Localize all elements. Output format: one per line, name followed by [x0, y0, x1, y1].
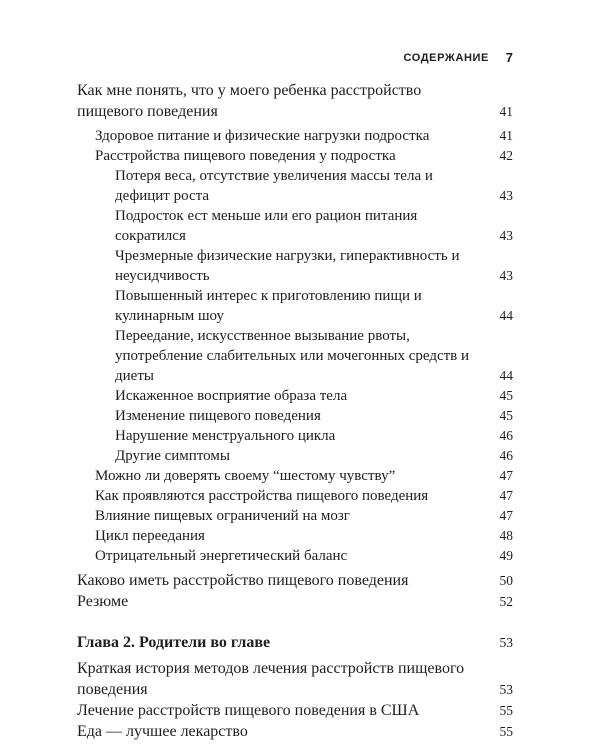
toc-entry-page: 55	[499, 724, 513, 739]
toc-entry	[0, 80, 600, 122]
toc-entry-page: 47	[499, 468, 513, 483]
toc-entry-title: Лечение расстройств пищевого поведения в США	[77, 702, 420, 719]
toc-entry-title: Отрицательный энергетический баланс	[95, 548, 348, 564]
toc-entry-title: Переедание, искусственное вызывание рвоты, употребление слабительных или мочегонных средств и диеты	[115, 328, 470, 384]
toc-entry	[0, 206, 600, 246]
table-of-contents	[0, 80, 600, 742]
chapter-page: 53	[499, 635, 513, 650]
toc-entry-page: 44	[499, 368, 513, 383]
page-header	[0, 48, 600, 68]
toc-entry-page: 50	[499, 573, 513, 588]
toc-entry	[0, 166, 600, 206]
toc-entry-title: Расстройства пищевого поведения у подростка	[95, 148, 396, 164]
toc-entry	[0, 126, 600, 146]
toc-entry-page: 47	[499, 508, 513, 523]
toc-entry-title: Искаженное восприятие образа тела	[115, 388, 348, 404]
toc-entry-page: 43	[499, 228, 513, 243]
toc-entry	[0, 526, 600, 546]
chapter-title: Глава 2. Родители во главе	[77, 634, 271, 651]
toc-entry-page: 43	[499, 268, 513, 283]
toc-entry-title: Здоровое питание и физические нагрузки подростка	[95, 128, 430, 144]
toc-entry-title: Подросток ест меньше или его рацион питания сократился	[115, 208, 418, 244]
toc-entry-page: 46	[499, 448, 513, 463]
toc-entry	[0, 700, 600, 721]
toc-entry-page: 41	[499, 104, 513, 119]
toc-entry	[0, 446, 600, 466]
toc-entry	[0, 486, 600, 506]
toc-entry	[0, 466, 600, 486]
toc-entry-page: 55	[499, 703, 513, 718]
toc-entry-page: 53	[499, 682, 513, 697]
toc-entry	[0, 546, 600, 566]
toc-entry-title: Еда — лучшее лекарство	[77, 723, 248, 740]
toc-entry-title: Резюме	[77, 593, 129, 610]
toc-entry	[0, 386, 600, 406]
toc-entry	[0, 286, 600, 326]
toc-entry-page: 48	[499, 528, 513, 543]
toc-entry-page: 44	[499, 308, 513, 323]
toc-entry-title: Чрезмерные физические нагрузки, гиперактивность и неусидчивость	[115, 248, 460, 284]
toc-entry	[0, 721, 600, 742]
toc-entry-title: Другие симптомы	[115, 448, 230, 464]
toc-entry-title: Нарушение менструального цикла	[115, 428, 336, 444]
toc-entry-page: 52	[499, 594, 513, 609]
toc-entry-title: Как мне понять, что у моего ребенка расстройство пищевого поведения	[77, 82, 422, 120]
page-number: 7	[505, 50, 513, 65]
toc-entry-title: Потеря веса, отсутствие увеличения массы тела и дефицит роста	[115, 168, 433, 204]
toc-entry-page: 46	[499, 428, 513, 443]
toc-entry-title: Изменение пищевого поведения	[115, 408, 321, 424]
toc-entry-page: 45	[499, 408, 513, 423]
toc-entry-title: Цикл переедания	[95, 528, 205, 544]
toc-entry-title: Как проявляются расстройства пищевого поведения	[95, 488, 429, 504]
toc-entry	[0, 591, 600, 612]
toc-entry	[0, 146, 600, 166]
toc-entry	[0, 246, 600, 286]
toc-entry-page: 45	[499, 388, 513, 403]
toc-entry	[0, 326, 600, 386]
toc-entry-title: Влияние пищевых ограничений на мозг	[95, 508, 350, 524]
toc-entry-title: Можно ли доверять своему “шестому чувству”	[95, 468, 396, 484]
toc-entry	[0, 658, 600, 700]
toc-entry	[0, 426, 600, 446]
toc-entry-page: 43	[499, 188, 513, 203]
toc-entry	[0, 406, 600, 426]
chapter-heading	[0, 632, 600, 653]
toc-entry-title: Каково иметь расстройство пищевого поведения	[77, 572, 409, 589]
toc-entry-title: Краткая история методов лечения расстройств пищевого поведения	[77, 660, 465, 698]
toc-entry-page: 42	[499, 148, 513, 163]
toc-entry-page: 47	[499, 488, 513, 503]
running-head: СОДЕРЖАНИЕ	[403, 52, 489, 64]
toc-entry-page: 49	[499, 548, 513, 563]
toc-entry-page: 41	[499, 128, 513, 143]
toc-entry-title: Повышенный интерес к приготовлению пищи и кулинарным шоу	[115, 288, 422, 324]
toc-entry	[0, 506, 600, 526]
toc-entry	[0, 570, 600, 591]
